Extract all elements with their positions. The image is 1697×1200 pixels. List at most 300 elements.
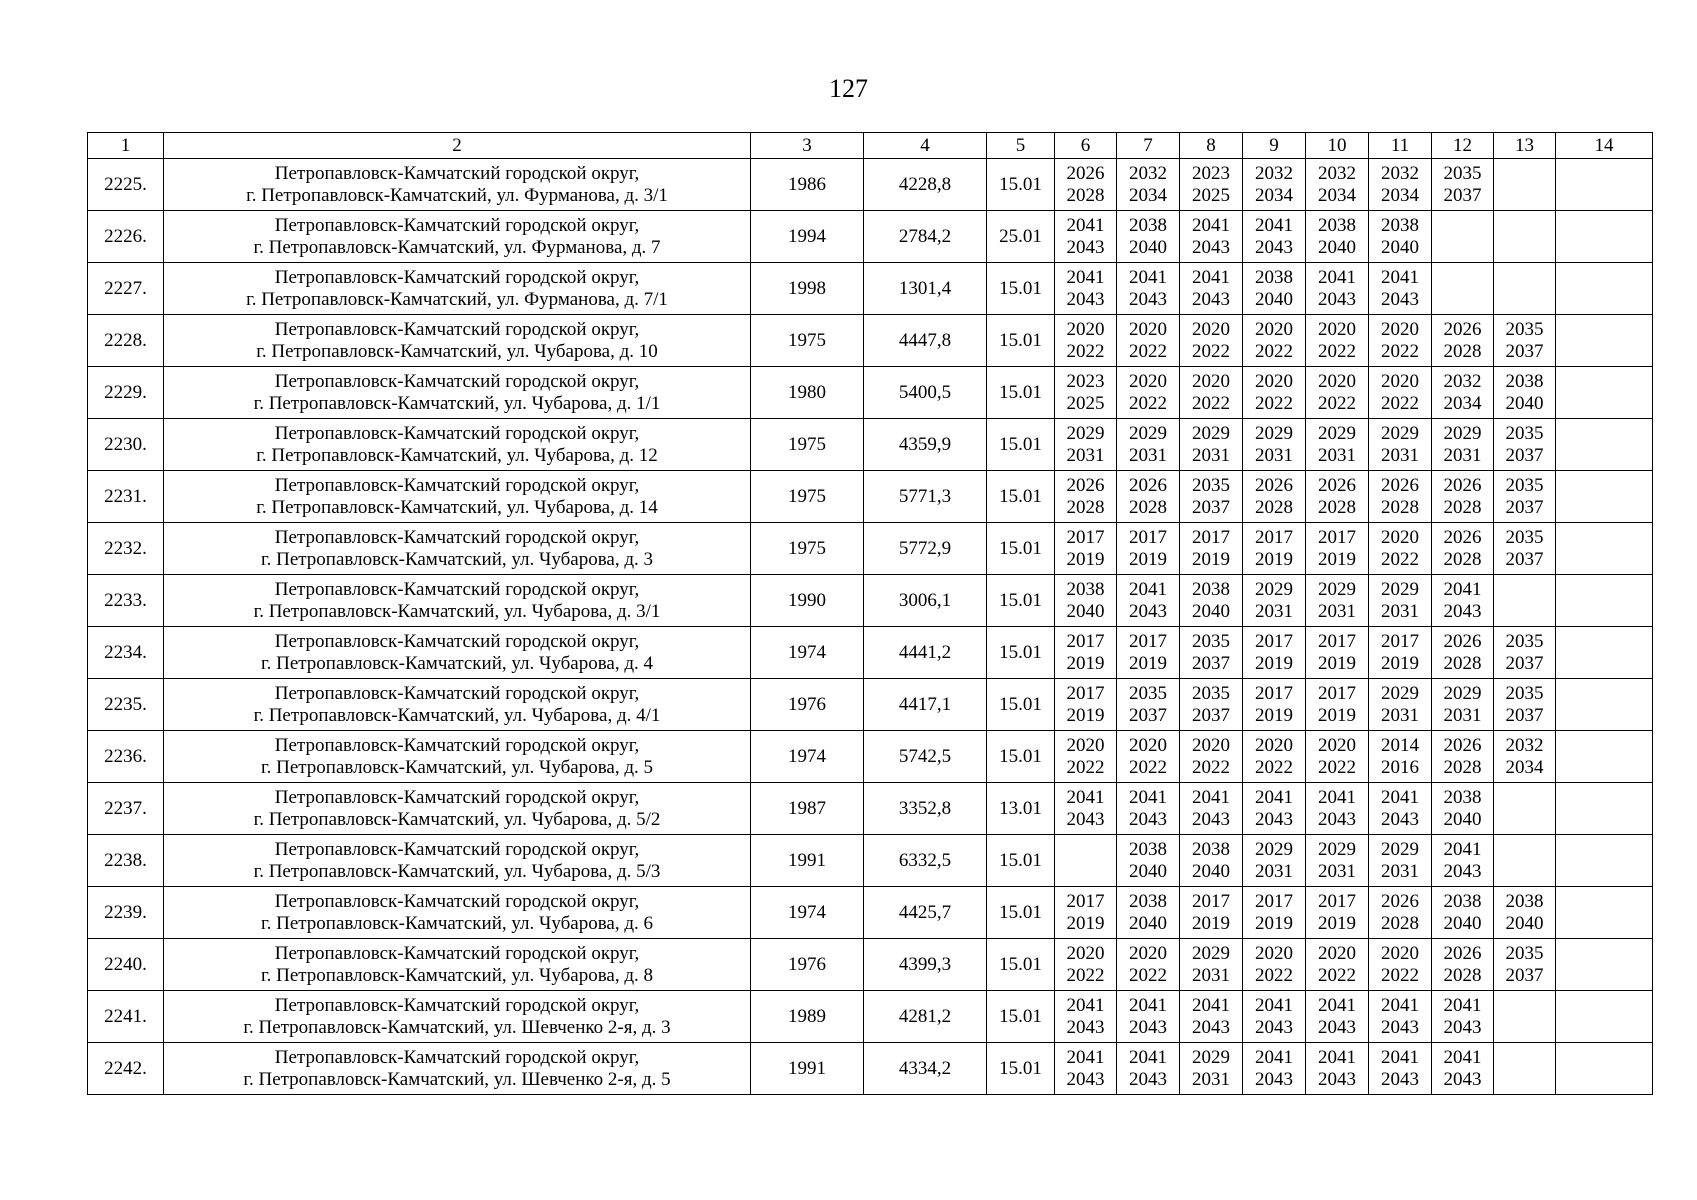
code-cell: 15.01 bbox=[987, 835, 1055, 887]
code-cell: 15.01 bbox=[987, 1043, 1055, 1095]
period-cell-col-11 bbox=[1369, 211, 1432, 263]
period-cell-col-10 bbox=[1306, 1043, 1369, 1095]
period-end-year: 2031 bbox=[1192, 444, 1230, 466]
period-end-year: 2037 bbox=[1505, 340, 1544, 362]
period-start-year: 2017 bbox=[1255, 630, 1293, 652]
table-row bbox=[88, 783, 1653, 835]
address-line-1: Петропавловск-Камчатский городской округ, bbox=[274, 786, 640, 808]
code-cell: 15.01 bbox=[987, 315, 1055, 367]
period-start-year: 2020 bbox=[1192, 734, 1230, 756]
address-line-1: Петропавловск-Камчатский городской округ, bbox=[274, 578, 640, 600]
period-cell-col-10 bbox=[1306, 731, 1369, 783]
address-line-1: Петропавловск-Камчатский городской округ, bbox=[274, 734, 640, 756]
address-line-2: г. Петропавловск-Камчатский, ул. Чубарова, д. 6 bbox=[260, 912, 654, 934]
period-start-year: 2020 bbox=[1381, 526, 1419, 548]
period-cell-col-11 bbox=[1369, 315, 1432, 367]
period-cell-col-13 bbox=[1494, 315, 1556, 367]
period-end-year: 2028 bbox=[1443, 964, 1482, 986]
column-header-13: 13 bbox=[1494, 133, 1556, 159]
address-line-1: Петропавловск-Камчатский городской округ, bbox=[274, 422, 640, 444]
row-number-cell: 2234. bbox=[88, 627, 164, 679]
period-cell-col-12 bbox=[1432, 1043, 1494, 1095]
period-start-year: 2017 bbox=[1318, 890, 1356, 912]
period-end-year: 2022 bbox=[1066, 964, 1105, 986]
period-end-year: 2028 bbox=[1443, 652, 1482, 674]
period-cell-col-7 bbox=[1117, 835, 1180, 887]
period-end-year: 2022 bbox=[1318, 756, 1356, 778]
code-cell: 15.01 bbox=[987, 679, 1055, 731]
period-start-year: 2029 bbox=[1255, 422, 1293, 444]
code-cell: 25.01 bbox=[987, 211, 1055, 263]
column-header-10: 10 bbox=[1306, 133, 1369, 159]
period-end-year: 2022 bbox=[1381, 964, 1419, 986]
period-start-year: 2029 bbox=[1318, 422, 1356, 444]
period-end-year: 2043 bbox=[1255, 236, 1293, 258]
period-start-year: 2017 bbox=[1318, 682, 1356, 704]
period-end-year: 2031 bbox=[1255, 600, 1293, 622]
row-number-cell: 2237. bbox=[88, 783, 164, 835]
period-cell-col-7 bbox=[1117, 991, 1180, 1043]
code-cell: 15.01 bbox=[987, 991, 1055, 1043]
period-start-year: 2038 bbox=[1066, 578, 1105, 600]
period-cell-col-9 bbox=[1243, 211, 1306, 263]
period-cell-col-10 bbox=[1306, 627, 1369, 679]
period-start-year: 2020 bbox=[1066, 734, 1105, 756]
period-cell-col-13 bbox=[1494, 627, 1556, 679]
period-start-year: 2038 bbox=[1129, 214, 1167, 236]
period-start-year: 2020 bbox=[1255, 942, 1293, 964]
period-cell-col-13 bbox=[1494, 471, 1556, 523]
table-row bbox=[88, 1043, 1653, 1095]
address-cell bbox=[164, 835, 751, 887]
period-start-year: 2020 bbox=[1255, 370, 1293, 392]
period-end-year: 2043 bbox=[1066, 1068, 1105, 1090]
period-start-year: 2041 bbox=[1381, 786, 1419, 808]
period-cell-col-13 bbox=[1494, 263, 1556, 315]
period-start-year: 2032 bbox=[1443, 370, 1482, 392]
period-cell-col-14 bbox=[1556, 263, 1653, 315]
row-number-cell: 2236. bbox=[88, 731, 164, 783]
period-cell-col-12 bbox=[1432, 627, 1494, 679]
period-cell-col-8 bbox=[1180, 939, 1243, 991]
address-line-2: г. Петропавловск-Камчатский, ул. Чубарова, д. 5/2 bbox=[253, 808, 661, 830]
period-cell-col-13 bbox=[1494, 1043, 1556, 1095]
period-start-year: 2020 bbox=[1381, 318, 1419, 340]
period-cell-col-12 bbox=[1432, 315, 1494, 367]
period-end-year: 2028 bbox=[1381, 912, 1419, 934]
period-start-year: 2041 bbox=[1129, 578, 1167, 600]
period-start-year: 2041 bbox=[1381, 1046, 1419, 1068]
period-start-year: 2026 bbox=[1381, 890, 1419, 912]
period-start-year: 2038 bbox=[1443, 890, 1482, 912]
period-start-year: 2029 bbox=[1192, 422, 1230, 444]
period-end-year: 2037 bbox=[1505, 444, 1544, 466]
period-start-year: 2026 bbox=[1255, 474, 1293, 496]
period-cell-col-9 bbox=[1243, 887, 1306, 939]
period-start-year: 2017 bbox=[1066, 526, 1105, 548]
period-cell-col-12 bbox=[1432, 263, 1494, 315]
period-cell-col-7 bbox=[1117, 627, 1180, 679]
housing-register-table bbox=[87, 132, 1653, 1095]
period-end-year: 2022 bbox=[1255, 756, 1293, 778]
row-number-cell: 2235. bbox=[88, 679, 164, 731]
address-cell bbox=[164, 211, 751, 263]
period-cell-col-11 bbox=[1369, 627, 1432, 679]
period-start-year: 2017 bbox=[1318, 526, 1356, 548]
address-line-1: Петропавловск-Камчатский городской округ, bbox=[274, 838, 640, 860]
period-start-year: 2020 bbox=[1318, 370, 1356, 392]
period-end-year: 2043 bbox=[1443, 1068, 1482, 1090]
build-year-cell: 1975 bbox=[751, 523, 864, 575]
address-line-1: Петропавловск-Камчатский городской округ, bbox=[274, 266, 640, 288]
period-start-year: 2038 bbox=[1255, 266, 1293, 288]
period-end-year: 2028 bbox=[1443, 756, 1482, 778]
period-cell-col-11 bbox=[1369, 783, 1432, 835]
address-cell bbox=[164, 315, 751, 367]
period-start-year: 2035 bbox=[1192, 682, 1230, 704]
period-cell-col-10 bbox=[1306, 419, 1369, 471]
table-row bbox=[88, 159, 1653, 211]
period-start-year: 2026 bbox=[1318, 474, 1356, 496]
period-cell-col-6 bbox=[1055, 939, 1117, 991]
table-row bbox=[88, 211, 1653, 263]
period-start-year: 2017 bbox=[1192, 526, 1230, 548]
period-end-year: 2040 bbox=[1129, 860, 1167, 882]
address-line-2: г. Петропавловск-Камчатский, ул. Чубарова, д. 14 bbox=[256, 496, 658, 518]
period-cell-col-9 bbox=[1243, 783, 1306, 835]
period-start-year: 2026 bbox=[1443, 318, 1482, 340]
period-end-year: 2043 bbox=[1318, 1016, 1356, 1038]
table-row bbox=[88, 367, 1653, 419]
period-end-year: 2034 bbox=[1255, 184, 1293, 206]
period-start-year: 2035 bbox=[1505, 422, 1544, 444]
period-cell-col-9 bbox=[1243, 991, 1306, 1043]
period-cell-col-6 bbox=[1055, 575, 1117, 627]
period-end-year: 2037 bbox=[1505, 964, 1544, 986]
period-cell-col-7 bbox=[1117, 367, 1180, 419]
build-year-cell: 1987 bbox=[751, 783, 864, 835]
period-end-year: 2043 bbox=[1255, 1016, 1293, 1038]
address-line-1: Петропавловск-Камчатский городской округ, bbox=[274, 994, 640, 1016]
period-start-year: 2038 bbox=[1381, 214, 1419, 236]
period-start-year: 2038 bbox=[1505, 370, 1544, 392]
period-cell-col-10 bbox=[1306, 315, 1369, 367]
period-start-year: 2032 bbox=[1381, 162, 1419, 184]
table-row bbox=[88, 471, 1653, 523]
column-header-7: 7 bbox=[1117, 133, 1180, 159]
period-start-year: 2041 bbox=[1255, 1046, 1293, 1068]
period-cell-col-9 bbox=[1243, 315, 1306, 367]
address-cell bbox=[164, 679, 751, 731]
period-end-year: 2037 bbox=[1505, 496, 1544, 518]
period-cell-col-7 bbox=[1117, 263, 1180, 315]
period-start-year: 2041 bbox=[1192, 994, 1230, 1016]
period-end-year: 2031 bbox=[1192, 964, 1230, 986]
period-start-year: 2020 bbox=[1066, 942, 1105, 964]
period-cell-col-11 bbox=[1369, 1043, 1432, 1095]
period-end-year: 2025 bbox=[1192, 184, 1230, 206]
period-end-year: 2034 bbox=[1381, 184, 1419, 206]
period-end-year: 2019 bbox=[1129, 652, 1167, 674]
period-cell-col-6 bbox=[1055, 679, 1117, 731]
period-cell-col-10 bbox=[1306, 991, 1369, 1043]
address-line-2: г. Петропавловск-Камчатский, ул. Чубарова, д. 5 bbox=[260, 756, 654, 778]
period-start-year: 2029 bbox=[1381, 578, 1419, 600]
period-end-year: 2031 bbox=[1381, 600, 1419, 622]
period-end-year: 2043 bbox=[1318, 1068, 1356, 1090]
period-end-year: 2043 bbox=[1066, 1016, 1105, 1038]
period-end-year: 2028 bbox=[1318, 496, 1356, 518]
address-line-2: г. Петропавловск-Камчатский, ул. Чубарова, д. 4/1 bbox=[253, 704, 661, 726]
period-cell-col-14 bbox=[1556, 679, 1653, 731]
row-number-cell: 2230. bbox=[88, 419, 164, 471]
address-cell bbox=[164, 991, 751, 1043]
period-start-year: 2029 bbox=[1192, 942, 1230, 964]
area-cell: 4399,3 bbox=[864, 939, 987, 991]
build-year-cell: 1980 bbox=[751, 367, 864, 419]
address-line-2: г. Петропавловск-Камчатский, ул. Шевченко 2-я, д. 3 bbox=[243, 1016, 671, 1038]
period-end-year: 2019 bbox=[1255, 912, 1293, 934]
period-cell-col-7 bbox=[1117, 939, 1180, 991]
period-cell-col-13 bbox=[1494, 419, 1556, 471]
period-cell-col-8 bbox=[1180, 315, 1243, 367]
code-cell: 15.01 bbox=[987, 523, 1055, 575]
area-cell: 5400,5 bbox=[864, 367, 987, 419]
period-start-year: 2041 bbox=[1129, 266, 1167, 288]
period-end-year: 2022 bbox=[1318, 392, 1356, 414]
period-cell-col-11 bbox=[1369, 731, 1432, 783]
period-end-year: 2037 bbox=[1192, 652, 1230, 674]
period-cell-col-11 bbox=[1369, 991, 1432, 1043]
address-cell bbox=[164, 263, 751, 315]
area-cell: 4447,8 bbox=[864, 315, 987, 367]
period-start-year: 2038 bbox=[1505, 890, 1544, 912]
period-start-year: 2020 bbox=[1255, 318, 1293, 340]
address-line-1: Петропавловск-Камчатский городской округ, bbox=[274, 890, 640, 912]
period-cell-col-8 bbox=[1180, 471, 1243, 523]
period-cell-col-8 bbox=[1180, 679, 1243, 731]
period-end-year: 2031 bbox=[1443, 444, 1482, 466]
period-end-year: 2019 bbox=[1255, 652, 1293, 674]
period-cell-col-13 bbox=[1494, 679, 1556, 731]
period-end-year: 2043 bbox=[1129, 1068, 1167, 1090]
period-cell-col-8 bbox=[1180, 731, 1243, 783]
address-cell bbox=[164, 523, 751, 575]
period-start-year: 2020 bbox=[1192, 370, 1230, 392]
period-end-year: 2040 bbox=[1505, 392, 1544, 414]
row-number-cell: 2231. bbox=[88, 471, 164, 523]
period-end-year: 2031 bbox=[1443, 704, 1482, 726]
code-cell: 15.01 bbox=[987, 575, 1055, 627]
build-year-cell: 1991 bbox=[751, 1043, 864, 1095]
period-cell-col-9 bbox=[1243, 263, 1306, 315]
period-cell-col-7 bbox=[1117, 523, 1180, 575]
period-cell-col-14 bbox=[1556, 159, 1653, 211]
period-start-year: 2035 bbox=[1505, 682, 1544, 704]
period-end-year: 2034 bbox=[1129, 184, 1167, 206]
period-end-year: 2016 bbox=[1381, 756, 1419, 778]
period-end-year: 2019 bbox=[1066, 548, 1105, 570]
period-cell-col-10 bbox=[1306, 887, 1369, 939]
period-end-year: 2040 bbox=[1066, 600, 1105, 622]
build-year-cell: 1998 bbox=[751, 263, 864, 315]
period-cell-col-6 bbox=[1055, 783, 1117, 835]
period-start-year: 2038 bbox=[1129, 890, 1167, 912]
period-cell-col-8 bbox=[1180, 627, 1243, 679]
period-start-year: 2041 bbox=[1066, 214, 1105, 236]
period-start-year: 2026 bbox=[1443, 526, 1482, 548]
table-header-row bbox=[88, 133, 1653, 159]
table-row bbox=[88, 419, 1653, 471]
period-start-year: 2032 bbox=[1318, 162, 1356, 184]
period-cell-col-10 bbox=[1306, 523, 1369, 575]
period-cell-col-13 bbox=[1494, 939, 1556, 991]
period-end-year: 2037 bbox=[1192, 704, 1230, 726]
column-header-4: 4 bbox=[864, 133, 987, 159]
table-row bbox=[88, 263, 1653, 315]
area-cell: 3006,1 bbox=[864, 575, 987, 627]
period-end-year: 2022 bbox=[1129, 756, 1167, 778]
build-year-cell: 1986 bbox=[751, 159, 864, 211]
period-start-year: 2041 bbox=[1443, 994, 1482, 1016]
address-line-1: Петропавловск-Камчатский городской округ, bbox=[274, 162, 640, 184]
period-cell-col-13 bbox=[1494, 159, 1556, 211]
address-line-2: г. Петропавловск-Камчатский, ул. Чубарова, д. 1/1 bbox=[253, 392, 661, 414]
build-year-cell: 1974 bbox=[751, 627, 864, 679]
period-end-year: 2028 bbox=[1381, 496, 1419, 518]
period-end-year: 2040 bbox=[1318, 236, 1356, 258]
period-end-year: 2022 bbox=[1129, 392, 1167, 414]
code-cell: 15.01 bbox=[987, 263, 1055, 315]
period-end-year: 2019 bbox=[1381, 652, 1419, 674]
period-end-year: 2022 bbox=[1192, 392, 1230, 414]
period-cell-col-9 bbox=[1243, 159, 1306, 211]
period-cell-col-11 bbox=[1369, 523, 1432, 575]
period-start-year: 2041 bbox=[1381, 266, 1419, 288]
period-cell-col-10 bbox=[1306, 575, 1369, 627]
address-line-1: Петропавловск-Камчатский городской округ, bbox=[274, 1046, 640, 1068]
period-start-year: 2029 bbox=[1066, 422, 1105, 444]
period-cell-col-6 bbox=[1055, 315, 1117, 367]
period-start-year: 2041 bbox=[1192, 266, 1230, 288]
row-number-cell: 2226. bbox=[88, 211, 164, 263]
period-cell-col-14 bbox=[1556, 367, 1653, 419]
period-start-year: 2020 bbox=[1192, 318, 1230, 340]
period-start-year: 2035 bbox=[1505, 942, 1544, 964]
period-end-year: 2019 bbox=[1129, 548, 1167, 570]
build-year-cell: 1975 bbox=[751, 315, 864, 367]
period-end-year: 2028 bbox=[1443, 496, 1482, 518]
period-start-year: 2029 bbox=[1443, 682, 1482, 704]
period-end-year: 2040 bbox=[1192, 860, 1230, 882]
period-start-year: 2020 bbox=[1066, 318, 1105, 340]
period-cell-col-10 bbox=[1306, 263, 1369, 315]
area-cell: 4359,9 bbox=[864, 419, 987, 471]
period-start-year: 2041 bbox=[1318, 1046, 1356, 1068]
period-end-year: 2040 bbox=[1443, 912, 1482, 934]
period-start-year: 2041 bbox=[1318, 786, 1356, 808]
period-cell-col-14 bbox=[1556, 835, 1653, 887]
build-year-cell: 1991 bbox=[751, 835, 864, 887]
column-header-1: 1 bbox=[88, 133, 164, 159]
period-start-year: 2026 bbox=[1443, 734, 1482, 756]
table-row bbox=[88, 575, 1653, 627]
period-end-year: 2043 bbox=[1443, 600, 1482, 622]
period-cell-col-11 bbox=[1369, 367, 1432, 419]
period-cell-col-13 bbox=[1494, 367, 1556, 419]
build-year-cell: 1975 bbox=[751, 419, 864, 471]
period-cell-col-13 bbox=[1494, 991, 1556, 1043]
period-cell-col-7 bbox=[1117, 679, 1180, 731]
period-end-year: 2031 bbox=[1255, 860, 1293, 882]
period-cell-col-8 bbox=[1180, 159, 1243, 211]
column-header-2: 2 bbox=[164, 133, 751, 159]
code-cell: 15.01 bbox=[987, 939, 1055, 991]
period-cell-col-9 bbox=[1243, 1043, 1306, 1095]
period-cell-col-14 bbox=[1556, 315, 1653, 367]
column-header-3: 3 bbox=[751, 133, 864, 159]
period-cell-col-6 bbox=[1055, 835, 1117, 887]
period-start-year: 2041 bbox=[1066, 1046, 1105, 1068]
period-cell-col-14 bbox=[1556, 575, 1653, 627]
period-start-year: 2017 bbox=[1066, 890, 1105, 912]
period-start-year: 2020 bbox=[1318, 318, 1356, 340]
period-start-year: 2038 bbox=[1443, 786, 1482, 808]
period-cell-col-8 bbox=[1180, 367, 1243, 419]
period-cell-col-7 bbox=[1117, 783, 1180, 835]
period-cell-col-9 bbox=[1243, 419, 1306, 471]
build-year-cell: 1974 bbox=[751, 887, 864, 939]
row-number-cell: 2233. bbox=[88, 575, 164, 627]
period-end-year: 2043 bbox=[1129, 808, 1167, 830]
period-end-year: 2043 bbox=[1066, 808, 1105, 830]
column-header-9: 9 bbox=[1243, 133, 1306, 159]
period-start-year: 2017 bbox=[1066, 682, 1105, 704]
period-cell-col-8 bbox=[1180, 419, 1243, 471]
period-cell-col-9 bbox=[1243, 679, 1306, 731]
period-start-year: 2026 bbox=[1066, 162, 1105, 184]
period-start-year: 2029 bbox=[1318, 838, 1356, 860]
period-cell-col-12 bbox=[1432, 731, 1494, 783]
period-start-year: 2041 bbox=[1255, 214, 1293, 236]
period-end-year: 2037 bbox=[1505, 652, 1544, 674]
period-cell-col-13 bbox=[1494, 783, 1556, 835]
period-start-year: 2017 bbox=[1192, 890, 1230, 912]
period-end-year: 2022 bbox=[1381, 340, 1419, 362]
period-end-year: 2028 bbox=[1443, 548, 1482, 570]
period-start-year: 2026 bbox=[1443, 942, 1482, 964]
period-start-year: 2041 bbox=[1443, 838, 1482, 860]
period-cell-col-14 bbox=[1556, 991, 1653, 1043]
period-end-year: 2043 bbox=[1443, 1016, 1482, 1038]
period-start-year: 2041 bbox=[1192, 214, 1230, 236]
address-cell bbox=[164, 575, 751, 627]
period-end-year: 2043 bbox=[1066, 288, 1105, 310]
period-end-year: 2043 bbox=[1381, 808, 1419, 830]
period-end-year: 2028 bbox=[1066, 184, 1105, 206]
period-end-year: 2040 bbox=[1129, 236, 1167, 258]
period-cell-col-14 bbox=[1556, 523, 1653, 575]
period-start-year: 2020 bbox=[1129, 942, 1167, 964]
period-end-year: 2019 bbox=[1066, 652, 1105, 674]
table-row bbox=[88, 991, 1653, 1043]
period-end-year: 2040 bbox=[1505, 912, 1544, 934]
period-cell-col-8 bbox=[1180, 991, 1243, 1043]
period-start-year: 2020 bbox=[1381, 370, 1419, 392]
address-cell bbox=[164, 887, 751, 939]
period-start-year: 2032 bbox=[1129, 162, 1167, 184]
period-start-year: 2035 bbox=[1129, 682, 1167, 704]
